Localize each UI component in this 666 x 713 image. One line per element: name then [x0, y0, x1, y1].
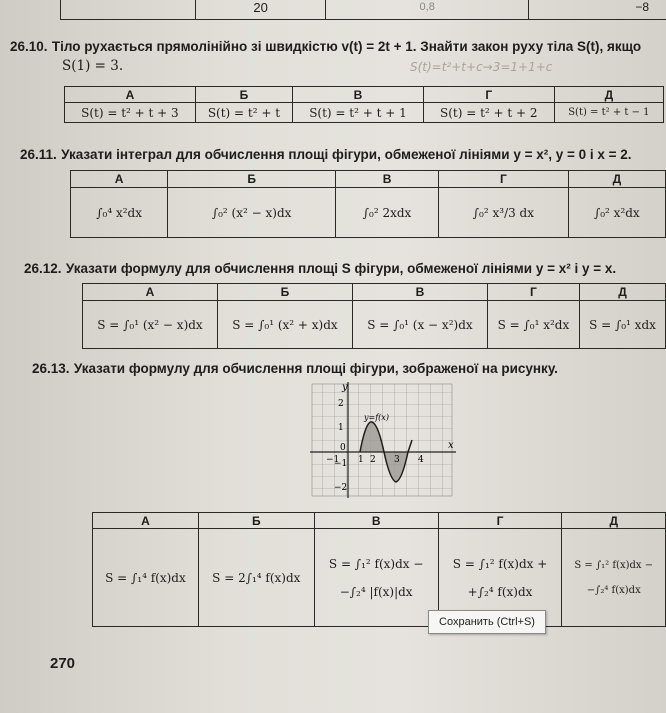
handwritten-note: S(t)=t²+t+c→3=1+1+c: [410, 60, 553, 74]
header-b: Б: [198, 513, 314, 529]
cell: 0,8: [326, 0, 528, 20]
answer-a: ∫₀⁴ x²dx: [71, 188, 168, 238]
save-tooltip: Сохранить (Ctrl+S): [428, 610, 546, 634]
answer-a: S = ∫₁⁴ f(x)dx: [93, 529, 199, 627]
task-text: Указати формулу для обчислення площі фігури, зображеної на рисунку.: [73, 361, 558, 376]
header-v: В: [314, 513, 438, 529]
header-d: Д: [568, 171, 665, 188]
answer-g: S(t) = t² + t + 2: [423, 103, 554, 123]
answer-d-line1: S = ∫₁² f(x)dx −: [574, 559, 654, 571]
header-b: Б: [217, 284, 352, 301]
header-b: Б: [168, 171, 336, 188]
header-g: Г: [487, 284, 579, 301]
header-v: В: [335, 171, 438, 188]
header-d: Д: [580, 284, 666, 301]
cell: 20: [195, 0, 326, 20]
header-d: Д: [562, 513, 666, 529]
task-text-cont: S(1) = 3.: [62, 58, 124, 74]
page-number: 270: [50, 655, 76, 672]
answer-v-line1: S = ∫₁² f(x)dx −: [328, 556, 424, 571]
y-tick: −1: [334, 459, 348, 469]
answer-d: S(t) = t² + t − 1: [554, 103, 663, 123]
task-26-13: [32, 360, 652, 378]
answer-a: S = ∫₀¹ (x² − x)dx: [83, 301, 218, 349]
header-v: В: [293, 87, 424, 103]
task-26-12: [24, 260, 664, 278]
y-tick: −2: [334, 483, 348, 493]
answer-g: ∫₀² x³/3 dx: [439, 188, 569, 238]
answer-b: S = 2∫₁⁴ f(x)dx: [198, 529, 314, 627]
y-tick: 1: [338, 423, 344, 433]
header-a: А: [71, 171, 168, 188]
task-number: 26.12.: [24, 261, 62, 276]
grid: [312, 384, 452, 496]
header-g: Г: [423, 87, 554, 103]
y-axis-label: y: [342, 382, 348, 393]
header-g: Г: [439, 171, 569, 188]
answer-v: ∫₀² 2xdx: [335, 188, 438, 238]
curve-label: y=f(x): [364, 413, 389, 422]
header-a: А: [65, 87, 196, 103]
task-26-10: [10, 38, 660, 56]
answer-g: S = ∫₀¹ x²dx: [487, 301, 579, 349]
task-number: 26.11.: [20, 147, 57, 162]
function-graph: [310, 380, 460, 500]
header-b: Б: [195, 87, 292, 103]
task-text: Указати формулу для обчислення площі S фігури, обмеженої лініями y = x² і y = x.: [65, 261, 617, 276]
header-a: А: [83, 284, 218, 301]
header-a: А: [93, 513, 199, 529]
x-axis-label: x: [448, 440, 454, 451]
answer-d: S = ∫₀¹ xdx: [580, 301, 666, 349]
task-26-11: [20, 146, 660, 164]
cell: −8: [528, 0, 666, 20]
origin-label: 0: [340, 443, 346, 453]
answers-table-26-10: [64, 86, 664, 123]
answer-v: S(t) = t² + t + 1: [293, 103, 424, 123]
x-tick: 4: [418, 455, 424, 465]
answers-table-26-12: [82, 283, 666, 349]
x-tick: 1: [358, 455, 364, 465]
answer-v: [314, 529, 438, 627]
answer-b: S(t) = t² + t: [195, 103, 292, 123]
answer-b: S = ∫₀¹ (x² + x)dx: [217, 301, 352, 349]
answer-v-line2: −∫₂⁴ |f(x)|dx: [339, 584, 413, 599]
previous-table-fragment: [60, 0, 666, 20]
task-number: 26.10.: [10, 39, 48, 54]
answer-b: ∫₀² (x² − x)dx: [168, 188, 336, 238]
answer-g-line2: +∫₂⁴ f(x)dx: [467, 584, 533, 599]
header-d: Д: [554, 87, 663, 103]
x-tick: 3: [394, 455, 400, 465]
task-number: 26.13.: [32, 361, 70, 376]
task-text: Указати інтеграл для обчислення площі фігури, обмеженої лініями y = x², y = 0 і x = 2.: [61, 147, 632, 162]
header-g: Г: [438, 513, 562, 529]
answers-table-26-11: [70, 170, 666, 238]
answer-v: S = ∫₀¹ (x − x²)dx: [352, 301, 487, 349]
answer-a: S(t) = t² + t + 3: [65, 103, 196, 123]
task-text: Тіло рухається прямолінійно зі швидкістю v(t) = 2t + 1. Знайти закон руху тіла S(t), якщо: [51, 39, 642, 54]
answer-g-line1: S = ∫₁² f(x)dx +: [452, 556, 548, 571]
y-tick: 2: [338, 399, 344, 409]
answer-d: [562, 529, 666, 627]
answer-d-line2: −∫₂⁴ f(x)dx: [586, 584, 641, 596]
answers-table-26-13: [92, 512, 666, 627]
header-v: В: [352, 284, 487, 301]
x-tick: −1: [326, 455, 340, 465]
x-tick: 2: [370, 455, 376, 465]
answer-d: ∫₀² x²dx: [568, 188, 665, 238]
